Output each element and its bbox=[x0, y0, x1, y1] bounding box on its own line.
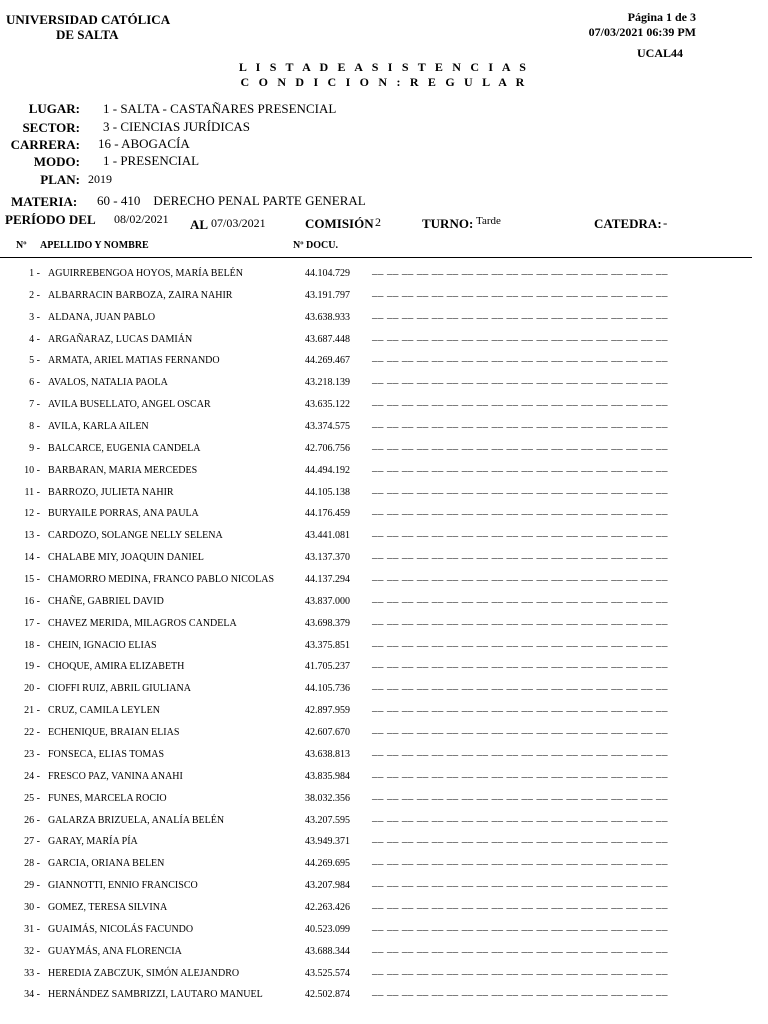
row-number: 11 - bbox=[24, 486, 40, 498]
signature-line: __ __ __ __ __ __ __ __ __ __ __ __ __ __ __ __ __ __ __ __ bbox=[372, 264, 668, 276]
student-document: 43.688.344 bbox=[305, 945, 350, 957]
row-number: 30 - bbox=[24, 901, 40, 913]
student-name: CIOFFI RUIZ, ABRIL GIULIANA bbox=[48, 683, 191, 695]
carrera-label: CARRERA: bbox=[10, 137, 80, 152]
materia-label: MATERIA: bbox=[11, 194, 78, 209]
student-name: CRUZ, CAMILA LEYLEN bbox=[48, 705, 160, 717]
signature-line: __ __ __ __ __ __ __ __ __ __ __ __ __ __ __ __ __ __ __ __ bbox=[372, 351, 668, 364]
student-document: 43.525.574 bbox=[305, 967, 350, 979]
student-name: ARMATA, ARIEL MATIAS FERNANDO bbox=[48, 355, 220, 367]
col-header-name: APELLIDO Y NOMBRE bbox=[40, 240, 149, 251]
row-number: 24 - bbox=[24, 770, 40, 782]
student-document: 43.835.984 bbox=[305, 770, 350, 782]
student-name: GALARZA BRIZUELA, ANALÍA BELÉN bbox=[48, 814, 225, 826]
student-document: 43.207.984 bbox=[305, 880, 350, 892]
institution-name bbox=[6, 12, 170, 42]
row-number: 31 - bbox=[24, 923, 40, 935]
signature-line: __ __ __ __ __ __ __ __ __ __ __ __ __ __ __ __ __ __ __ __ bbox=[372, 613, 668, 626]
student-document: 42.502.874 bbox=[305, 989, 350, 1001]
materia-value: 60 - 410 DERECHO PENAL PARTE GENERAL bbox=[97, 193, 366, 208]
signature-line: __ __ __ __ __ __ __ __ __ __ __ __ __ __ __ __ __ __ __ __ bbox=[372, 548, 668, 561]
row-number: 23 - bbox=[24, 748, 40, 760]
row-number: 3 - bbox=[29, 311, 40, 323]
student-name: ECHENIQUE, BRAIAN ELIAS bbox=[48, 727, 180, 739]
signature-line: __ __ __ __ __ __ __ __ __ __ __ __ __ __ __ __ __ __ __ __ bbox=[372, 417, 668, 430]
student-document: 44.137.294 bbox=[305, 574, 350, 586]
student-document: 43.638.933 bbox=[305, 311, 350, 323]
student-name: CHAMORRO MEDINA, FRANCO PABLO NICOLAS bbox=[48, 574, 275, 586]
document-title: L I S T A D E A S I S T E N C I A S bbox=[238, 60, 530, 74]
student-document: 44.269.467 bbox=[305, 355, 350, 367]
row-number: 21 - bbox=[24, 705, 40, 717]
signature-line: __ __ __ __ __ __ __ __ __ __ __ __ __ __ __ __ __ __ __ __ bbox=[372, 373, 668, 386]
student-document: 44.105.736 bbox=[305, 683, 350, 695]
student-document: 43.374.575 bbox=[305, 421, 350, 433]
signature-line: __ __ __ __ __ __ __ __ __ __ __ __ __ __ __ __ __ __ __ __ bbox=[372, 876, 668, 889]
student-name: CHAÑE, GABRIEL DAVID bbox=[48, 595, 164, 607]
student-name: ARGAÑARAZ, LUCAS DAMIÁN bbox=[48, 333, 193, 345]
row-number: 4 - bbox=[29, 333, 40, 345]
catedra-label: CATEDRA: bbox=[594, 216, 662, 231]
row-number: 16 - bbox=[24, 595, 40, 607]
student-document: 44.104.729 bbox=[305, 268, 350, 279]
student-document: 42.706.756 bbox=[305, 442, 350, 454]
signature-line: __ __ __ __ __ __ __ __ __ __ __ __ __ __ __ __ __ __ __ __ bbox=[372, 723, 668, 736]
row-number: 9 - bbox=[29, 442, 40, 454]
student-document: 44.269.695 bbox=[305, 858, 350, 870]
signature-line: __ __ __ __ __ __ __ __ __ __ __ __ __ __ __ __ __ __ __ __ bbox=[372, 657, 668, 670]
header-divider bbox=[0, 257, 752, 258]
row-number: 34 - bbox=[24, 989, 40, 1001]
student-name: BALCARCE, EUGENIA CANDELA bbox=[48, 442, 201, 454]
student-name: GOMEZ, TERESA SILVINA bbox=[48, 901, 168, 913]
student-document: 40.523.099 bbox=[305, 923, 350, 935]
student-name: AGUIRREBENGOA HOYOS, MARÍA BELÉN bbox=[48, 268, 244, 279]
student-document: 44.176.459 bbox=[305, 508, 350, 520]
carrera-value: 16 - ABOGACÍA bbox=[98, 136, 190, 151]
page-info bbox=[589, 10, 696, 40]
row-number: 17 - bbox=[24, 617, 40, 629]
signature-line: __ __ __ __ __ __ __ __ __ __ __ __ __ __ __ __ __ __ __ __ bbox=[372, 854, 668, 867]
student-document: 43.441.081 bbox=[305, 530, 350, 542]
student-document: 44.494.192 bbox=[305, 464, 350, 476]
signature-line: __ __ __ __ __ __ __ __ __ __ __ __ __ __ __ __ __ __ __ __ bbox=[372, 482, 668, 495]
al-value: 07/03/2021 bbox=[211, 216, 266, 230]
periodo-del-value: 08/02/2021 bbox=[114, 212, 169, 226]
row-number: 32 - bbox=[24, 945, 40, 957]
student-document: 42.263.426 bbox=[305, 901, 350, 913]
lugar-value: 1 - SALTA - CASTAÑARES PRESENCIAL bbox=[103, 101, 337, 116]
signature-line: __ __ __ __ __ __ __ __ __ __ __ __ __ __ __ __ __ __ __ __ bbox=[372, 766, 668, 779]
al-label: AL bbox=[190, 217, 209, 232]
signature-line: __ __ __ __ __ __ __ __ __ __ __ __ __ __ __ __ __ __ __ __ bbox=[372, 985, 668, 998]
student-document: 43.635.122 bbox=[305, 399, 350, 411]
signature-line: __ __ __ __ __ __ __ __ __ __ __ __ __ __ __ __ __ __ __ __ bbox=[372, 744, 668, 757]
signature-line: __ __ __ __ __ __ __ __ __ __ __ __ __ __ __ __ __ __ __ __ bbox=[372, 460, 668, 473]
signature-line: __ __ __ __ __ __ __ __ __ __ __ __ __ __ __ __ __ __ __ __ bbox=[372, 307, 668, 320]
row-number: 6 - bbox=[29, 377, 40, 389]
row-number: 33 - bbox=[24, 967, 40, 979]
student-name: BARBARAN, MARIA MERCEDES bbox=[48, 464, 198, 476]
student-document: 44.105.138 bbox=[305, 486, 350, 498]
col-header-doc: Nº DOCU. bbox=[293, 240, 338, 251]
row-number: 2 - bbox=[29, 289, 40, 301]
student-document: 43.137.370 bbox=[305, 552, 350, 564]
row-number: 26 - bbox=[24, 814, 40, 826]
signature-line: __ __ __ __ __ __ __ __ __ __ __ __ __ __ __ __ __ __ __ __ bbox=[372, 941, 668, 954]
student-name: ALBARRACIN BARBOZA, ZAIRA NAHIR bbox=[48, 289, 233, 301]
student-name: ALDANA, JUAN PABLO bbox=[48, 311, 156, 323]
plan-value: 2019 bbox=[88, 172, 112, 186]
student-document: 43.218.139 bbox=[305, 377, 350, 389]
student-name: HERNÁNDEZ SAMBRIZZI, LAUTARO MANUEL bbox=[48, 989, 263, 1001]
student-document: 43.698.379 bbox=[305, 617, 350, 629]
row-number: 7 - bbox=[29, 399, 40, 411]
student-name: CHALABE MIY, JOAQUIN DANIEL bbox=[48, 552, 204, 564]
row-number: 29 - bbox=[24, 880, 40, 892]
signature-line: __ __ __ __ __ __ __ __ __ __ __ __ __ __ __ __ __ __ __ __ bbox=[372, 504, 668, 517]
print-datetime: 07/03/2021 06:39 PM bbox=[588, 25, 696, 39]
row-number: 18 - bbox=[24, 639, 40, 651]
modo-value: 1 - PRESENCIAL bbox=[103, 153, 200, 168]
student-name: BURYAILE PORRAS, ANA PAULA bbox=[48, 508, 199, 520]
row-number: 14 - bbox=[24, 552, 40, 564]
student-document: 43.191.797 bbox=[305, 289, 350, 301]
row-number: 1 - bbox=[29, 268, 40, 279]
student-name: CHOQUE, AMIRA ELIZABETH bbox=[48, 661, 185, 673]
col-header-num: Nº bbox=[16, 240, 27, 251]
signature-line: __ __ __ __ __ __ __ __ __ __ __ __ __ __ __ __ __ __ __ __ bbox=[372, 701, 668, 714]
institution-line2: DE SALTA bbox=[56, 27, 119, 42]
row-number: 10 - bbox=[24, 464, 40, 476]
student-name: CHAVEZ MERIDA, MILAGROS CANDELA bbox=[48, 617, 237, 629]
row-number: 27 - bbox=[24, 836, 40, 848]
row-number: 22 - bbox=[24, 727, 40, 739]
document-subtitle: C O N D I C I O N : R E G U L A R bbox=[240, 75, 528, 89]
row-number: 13 - bbox=[24, 530, 40, 542]
student-name: AVILA, KARLA AILEN bbox=[48, 421, 149, 433]
institution-line1: UNIVERSIDAD CATÓLICA bbox=[6, 12, 171, 27]
student-name: FONSECA, ELIAS TOMAS bbox=[48, 748, 165, 760]
turno-value: Tarde bbox=[476, 215, 501, 227]
student-document: 42.897.959 bbox=[305, 705, 350, 717]
signature-line: __ __ __ __ __ __ __ __ __ __ __ __ __ __ __ __ __ __ __ __ bbox=[372, 919, 668, 932]
student-name: CHEIN, IGNACIO ELIAS bbox=[48, 639, 157, 651]
row-number: 20 - bbox=[24, 683, 40, 695]
row-number: 8 - bbox=[29, 421, 40, 433]
student-document: 43.638.813 bbox=[305, 748, 350, 760]
student-name: GARCIA, ORIANA BELEN bbox=[48, 858, 165, 870]
student-name: GARAY, MARÍA PÍA bbox=[48, 836, 138, 848]
student-name: BARROZO, JULIETA NAHIR bbox=[48, 486, 174, 498]
student-name: AVALOS, NATALIA PAOLA bbox=[48, 377, 168, 389]
periodo-label: PERÍODO DEL bbox=[5, 212, 96, 227]
signature-line: __ __ __ __ __ __ __ __ __ __ __ __ __ __ __ __ __ __ __ __ bbox=[372, 438, 668, 451]
signature-line: __ __ __ __ __ __ __ __ __ __ __ __ __ __ __ __ __ __ __ __ bbox=[372, 897, 668, 910]
student-document: 41.705.237 bbox=[305, 661, 350, 673]
student-name: FUNES, MARCELA ROCIO bbox=[48, 792, 167, 804]
student-document: 43.687.448 bbox=[305, 333, 350, 345]
student-document: 43.949.371 bbox=[305, 836, 350, 848]
page-number: Página 1 de 3 bbox=[627, 10, 696, 24]
student-document: 43.375.851 bbox=[305, 639, 350, 651]
signature-line: __ __ __ __ __ __ __ __ __ __ __ __ __ __ __ __ __ __ __ __ bbox=[372, 526, 668, 539]
signature-line: __ __ __ __ __ __ __ __ __ __ __ __ __ __ __ __ __ __ __ __ bbox=[372, 591, 668, 604]
student-name: GIANNOTTI, ENNIO FRANCISCO bbox=[48, 880, 198, 892]
signature-line: __ __ __ __ __ __ __ __ __ __ __ __ __ __ __ __ __ __ __ __ bbox=[372, 635, 668, 648]
signature-line: __ __ __ __ __ __ __ __ __ __ __ __ __ __ __ __ __ __ __ __ bbox=[372, 285, 668, 298]
signature-line: __ __ __ __ __ __ __ __ __ __ __ __ __ __ __ __ __ __ __ __ bbox=[372, 570, 668, 583]
student-name: GUAYMÁS, ANA FLORENCIA bbox=[48, 945, 182, 957]
row-number: 15 - bbox=[24, 574, 40, 586]
table-row bbox=[0, 985, 768, 1011]
student-document: 43.837.000 bbox=[305, 595, 350, 607]
signature-line: __ __ __ __ __ __ __ __ __ __ __ __ __ __ __ __ __ __ __ __ bbox=[372, 810, 668, 823]
row-number: 19 - bbox=[24, 661, 40, 673]
signature-line: __ __ __ __ __ __ __ __ __ __ __ __ __ __ __ __ __ __ __ __ bbox=[372, 395, 668, 408]
lugar-label: LUGAR: bbox=[28, 101, 80, 116]
row-number: 25 - bbox=[24, 792, 40, 804]
plan-label: PLAN: bbox=[40, 172, 80, 187]
turno-label: TURNO: bbox=[422, 216, 474, 231]
student-name: HEREDIA ZABCZUK, SIMÓN ALEJANDRO bbox=[48, 967, 240, 979]
report-code: UCAL44 bbox=[636, 46, 683, 60]
row-number: 28 - bbox=[24, 858, 40, 870]
student-document: 43.207.595 bbox=[305, 814, 350, 826]
signature-line: __ __ __ __ __ __ __ __ __ __ __ __ __ __ __ __ __ __ __ __ bbox=[372, 679, 668, 692]
catedra-value: - bbox=[663, 215, 668, 230]
student-document: 38.032.356 bbox=[305, 792, 350, 804]
sector-label: SECTOR: bbox=[22, 120, 80, 135]
comision-label: COMISIÓN bbox=[305, 216, 374, 231]
comision-value: 2 bbox=[375, 215, 381, 229]
modo-label: MODO: bbox=[33, 154, 80, 169]
student-name: AVILA BUSELLATO, ANGEL OSCAR bbox=[48, 399, 211, 411]
signature-line: __ __ __ __ __ __ __ __ __ __ __ __ __ __ __ __ __ __ __ __ bbox=[372, 832, 668, 845]
student-name: CARDOZO, SOLANGE NELLY SELENA bbox=[48, 530, 223, 542]
sector-value: 3 - CIENCIAS JURÍDICAS bbox=[103, 119, 250, 134]
row-number: 5 - bbox=[29, 355, 40, 367]
signature-line: __ __ __ __ __ __ __ __ __ __ __ __ __ __ __ __ __ __ __ __ bbox=[372, 788, 668, 801]
student-name: FRESCO PAZ, VANINA ANAHI bbox=[48, 770, 183, 782]
row-number: 12 - bbox=[24, 508, 40, 520]
student-name: GUAIMÁS, NICOLÁS FACUNDO bbox=[48, 923, 194, 935]
signature-line: __ __ __ __ __ __ __ __ __ __ __ __ __ __ __ __ __ __ __ __ bbox=[372, 329, 668, 342]
signature-line: __ __ __ __ __ __ __ __ __ __ __ __ __ __ __ __ __ __ __ __ bbox=[372, 963, 668, 976]
student-document: 42.607.670 bbox=[305, 727, 350, 739]
